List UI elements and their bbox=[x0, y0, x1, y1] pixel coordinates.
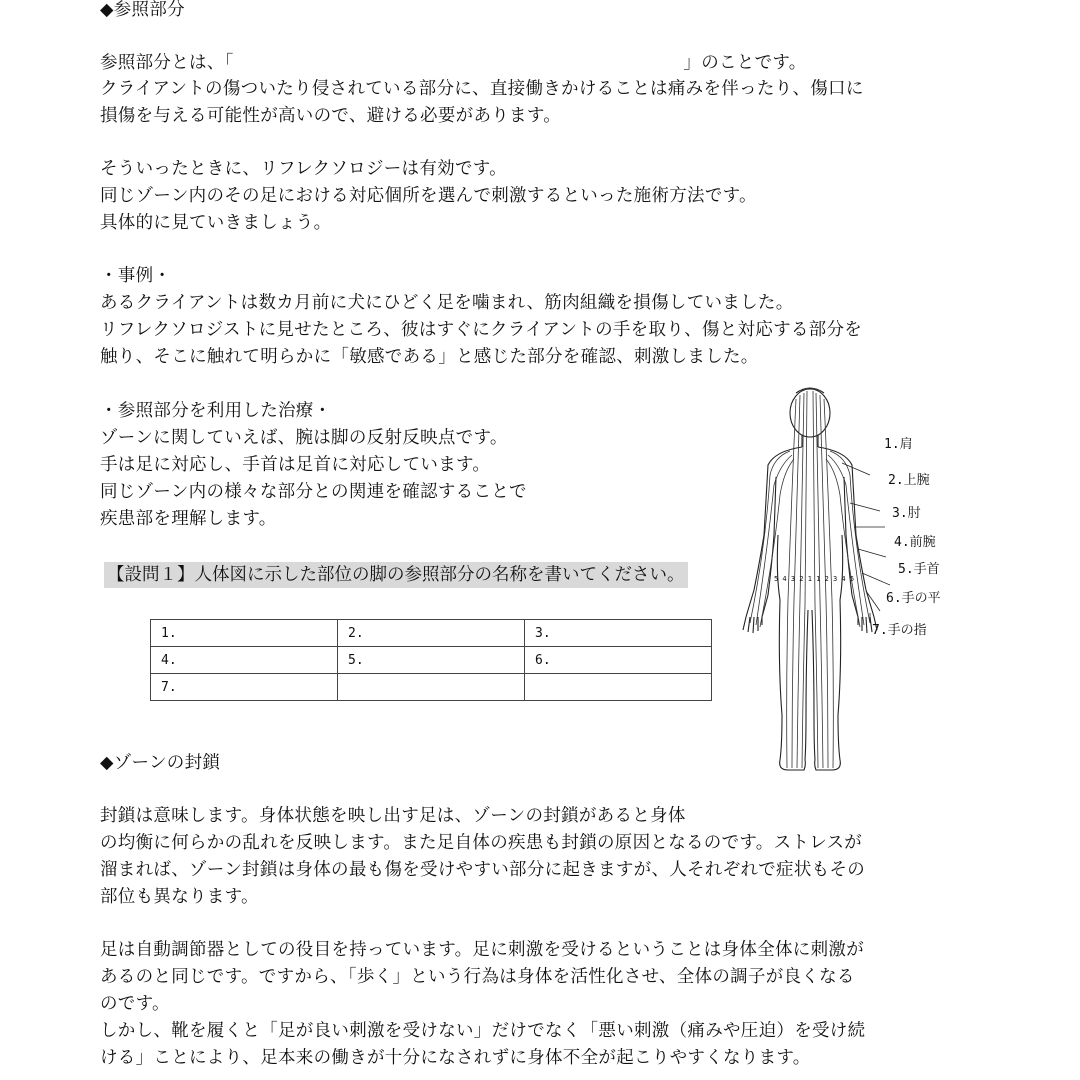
zone-numbers: 5 4 3 2 1 1 2 3 4 5 bbox=[774, 575, 855, 583]
answer-table bbox=[150, 619, 712, 701]
paragraph-line: ける」ことにより、足本来の働きが十分になされずに身体不全が起こりやすくなります。 bbox=[100, 1048, 811, 1068]
diagram-label: 6.手の平 bbox=[886, 591, 941, 606]
example-line: 触り、そこに触れて明らかに「敏感である」と感じた部分を確認、刺激しました。 bbox=[100, 347, 759, 367]
answer-cell[interactable]: 4. bbox=[151, 647, 338, 674]
example-heading: ・事例・ bbox=[100, 266, 172, 286]
treatment-line: 同じゾーン内の様々な部分との関連を確認することで bbox=[100, 482, 527, 502]
section-heading-reference: ◆参照部分 bbox=[100, 0, 185, 20]
paragraph-line: 封鎖は意味します。身体状態を映し出す足は、ゾーンの封鎖があると身体 bbox=[100, 806, 686, 826]
diagram-label: 5.手首 bbox=[898, 562, 940, 577]
example-line: あるクライアントは数カ月前に犬にひどく足を噛まれ、筋肉組織を損傷していました。 bbox=[100, 293, 794, 313]
paragraph-line: 足は自動調節器としての役目を持っています。足に刺激を受けるということは身体全体に刺激が bbox=[100, 940, 864, 960]
paragraph-line: クライアントの傷ついたり侵されている部分に、直接働きかけることは痛みを伴ったり、傷口に bbox=[100, 79, 864, 99]
paragraph-line: そういったときに、リフレクソロジーは有効です。 bbox=[100, 159, 507, 179]
question-1: 【設問１】人体図に示した部位の脚の参照部分の名称を書いてください。 bbox=[104, 562, 688, 588]
diagram-label: 4.前腕 bbox=[894, 535, 936, 550]
answer-cell[interactable]: 7. bbox=[151, 674, 338, 701]
body-figure-illustration bbox=[730, 385, 970, 780]
treatment-line: 疾患部を理解します。 bbox=[100, 509, 277, 529]
answer-cell[interactable]: 5. bbox=[338, 647, 525, 674]
treatment-line: 手は足に対応し、手首は足首に対応しています。 bbox=[100, 455, 491, 475]
paragraph-line: 部位も異なります。 bbox=[100, 887, 259, 907]
paragraph-line: 具体的に見ていきましょう。 bbox=[100, 213, 332, 233]
paragraph-line: 損傷を与える可能性が高いので、避ける必要があります。 bbox=[100, 106, 562, 126]
definition-line bbox=[100, 50, 810, 76]
definition-prefix: 参照部分とは、「 bbox=[100, 53, 234, 73]
table-row bbox=[151, 674, 712, 701]
diagram-label: 7.手の指 bbox=[872, 623, 927, 638]
answer-cell[interactable] bbox=[525, 674, 712, 701]
answer-cell[interactable]: 1. bbox=[151, 620, 338, 647]
answer-cell[interactable]: 6. bbox=[525, 647, 712, 674]
table-row bbox=[151, 620, 712, 647]
answer-cell[interactable]: 2. bbox=[338, 620, 525, 647]
treatment-heading: ・参照部分を利用した治療・ bbox=[100, 401, 332, 421]
answer-cell[interactable]: 3. bbox=[525, 620, 712, 647]
diagram-label: 3.肘 bbox=[892, 506, 921, 521]
paragraph-line: 同じゾーン内のその足における対応個所を選んで刺激するといった施術方法です。 bbox=[100, 186, 757, 206]
diagram-label: 2.上腕 bbox=[888, 473, 930, 488]
body-zone-diagram bbox=[730, 385, 970, 780]
answer-cell[interactable] bbox=[338, 674, 525, 701]
section-heading-zone-blockage: ◆ゾーンの封鎖 bbox=[100, 753, 221, 773]
definition-suffix: 」のことです。 bbox=[683, 53, 807, 73]
paragraph-line: しかし、靴を履くと「足が良い刺激を受けない」だけでなく「悪い刺激（痛みや圧迫）を受け続 bbox=[100, 1021, 866, 1041]
treatment-line: ゾーンに関していえば、腕は脚の反射反映点です。 bbox=[100, 428, 508, 448]
paragraph-line: の均衡に何らかの乱れを反映します。また足自体の疾患も封鎖の原因となるのです。ストレスが bbox=[100, 833, 863, 853]
table-row bbox=[151, 647, 712, 674]
paragraph-line: 溜まれば、ゾーン封鎖は身体の最も傷を受けやすい部分に起きますが、人それぞれで症状もその bbox=[100, 860, 866, 880]
diagram-label: 1.肩 bbox=[884, 437, 913, 452]
paragraph-line: あるのと同じです。ですから、「歩く」という行為は身体を活性化させ、全体の調子が良くなる bbox=[100, 967, 855, 987]
example-line: リフレクソロジストに見せたところ、彼はすぐにクライアントの手を取り、傷と対応する部分を bbox=[100, 320, 863, 340]
paragraph-line: のです。 bbox=[100, 994, 170, 1014]
